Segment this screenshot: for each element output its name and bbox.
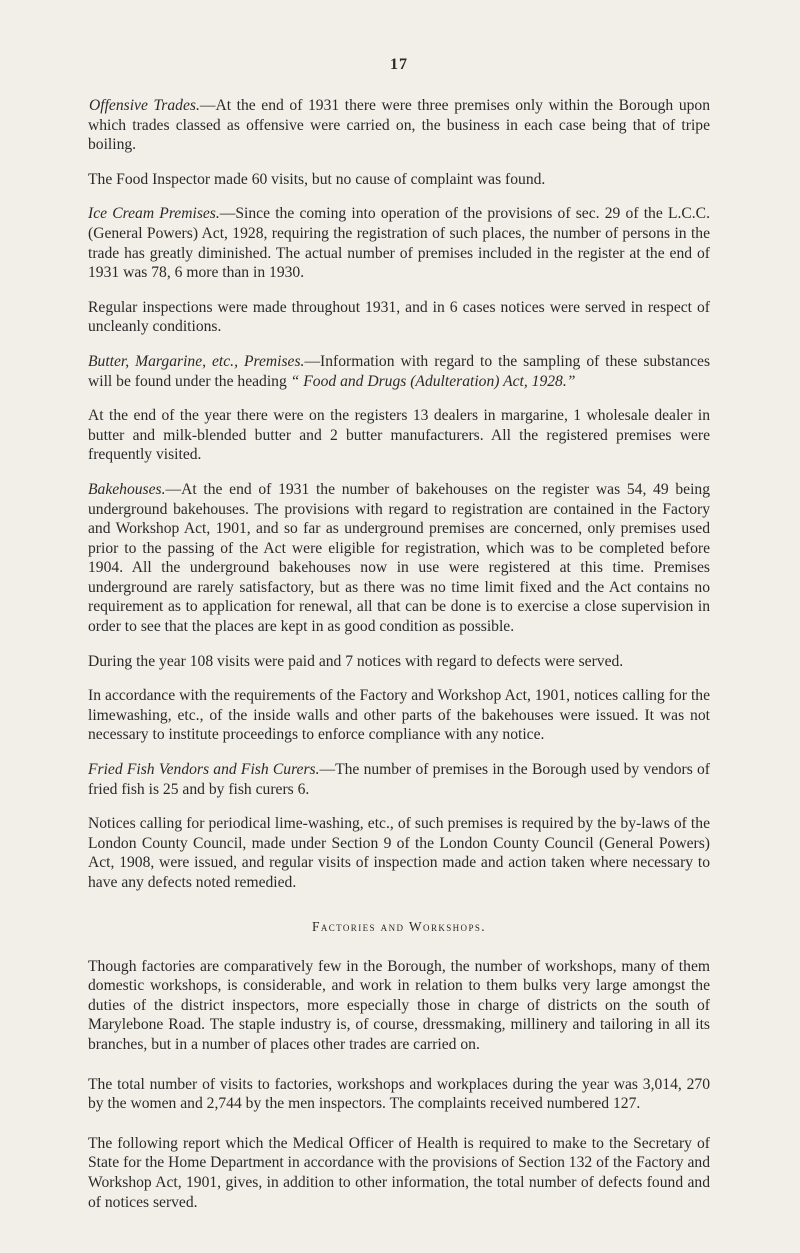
heading-fried-fish: Fried Fish Vendors and Fish Curers. [88, 761, 320, 779]
paragraph-bakehouses [88, 480, 710, 637]
heading-ice-cream: Ice Cream Premises. [88, 205, 220, 223]
text-food-and-drugs-reference: “ Food and Drugs (Adulteration) Act, 1928.” [286, 372, 576, 390]
paragraph-butter-margarine [88, 352, 710, 391]
text-offensive-trades: —At the end of 1931 there were three premises only within the Borough upon which trades classed as offensive were carried on, the business in each case being that of tripe boiling. [88, 97, 711, 154]
text-butter-margarine: —Information with regard to the sampling of these substances will be found under the heading [88, 352, 711, 390]
text-ice-cream: —Since the coming into operation of the provisions of sec. 29 of the L.C.C. (General Powers) Act, 1928, requiring the registration of such places, the number of persons in the trade has greatly diminished. The actual number of premises included in the register at the end of 1931 was 78, 6 more than in 1930. [88, 205, 710, 282]
paragraph-ice-cream [88, 204, 710, 282]
paragraph-notices-lime-washing: Notices calling for periodical lime-washing, etc., of such premises is required by the by-laws of the London County Council, made under Section 9 of the London County Council (General Powers) Act, 1908, were issued, and regular visits of inspection made and action taken where necessary to have any defects noted remedied. [88, 815, 710, 891]
paragraph-visits-108: During the year 108 visits were paid and 7 notices with regard to defects were served. [88, 652, 624, 670]
text-bakehouses: —At the end of 1931 the number of bakehouses on the register was 54, 49 being underground bakehouses. The provisions with regard to registration are contained in the Factory and Workshop Act, 1901, and so far as underground premises are concerned, only premises used prior to the passing of the Act were eligible for registration, which was to be completed before 1904. All the underground bakehouses now in use were registered at this time. Premises underground are rarely satisfactory, but as there was no time limit fixed and the Act contains no requirement as to application for renewal, all that can be done is to exercise a close supervision in order to see that the places are kept in as good condition as possible. [88, 480, 710, 636]
paragraph-following-report: The following report which the Medical Officer of Health is required to make to the Secretary of State for the Home Department in accordance with the provisions of Section 132 of the Factory and Workshop Act, 1901, gives, in addition to other information, the total number of defects found and of notices served. [88, 1134, 710, 1211]
page-number: 17 [390, 56, 408, 73]
heading-bakehouses: Bakehouses. [88, 480, 166, 498]
text-fried-fish: —The number of premises in the Borough used by vendors of fried fish is 25 and by fish curers 6. [88, 761, 710, 798]
paragraph-dealers: At the end of the year there were on the registers 13 dealers in margarine, 1 wholesale dealer in butter and milk-blended butter and 2 butter manufacturers. All the registered premises were frequently visited. [88, 407, 710, 464]
heading-butter-margarine: Butter, Margarine, etc., Premises. [88, 352, 305, 370]
paragraph-regular-inspections: Regular inspections were made throughout 1931, and in 6 cases notices were served in respect of uncleanly conditions. [88, 298, 710, 336]
paragraph-limewashing: In accordance with the requirements of the Factory and Workshop Act, 1901, notices calling for the limewashing, etc., of the inside walls and other parts of the bakehouses were issued. It was not necessary to institute proceedings to enforce compliance with any notice. [88, 687, 710, 744]
paragraph-fried-fish [88, 760, 710, 799]
heading-offensive-trades: Offensive Trades. [89, 97, 200, 114]
paragraph-offensive-trades [88, 96, 710, 155]
paragraph-factories: Though factories are comparatively few in the Borough, the number of workshops, many of them domestic workshops, is considerable, and work in relation to them bulks very large amongst the duties of the district inspectors, more especially those in charge of districts on the south of Marylebone Road. The staple industry is, of course, dressmaking, millinery and tailoring in all its branches, but in a number of places other trades are carried on. [88, 957, 710, 1053]
paragraph-food-inspector: The Food Inspector made 60 visits, but no cause of complaint was found. [88, 170, 546, 188]
section-heading-factories-workshops: Factories and Workshops. [311, 918, 487, 934]
paragraph-total-visits: The total number of visits to factories, workshops and workplaces during the year was 3,014, 270 by the women and 2,744 by the men inspectors. The complaints received numbered 127. [88, 1075, 710, 1113]
